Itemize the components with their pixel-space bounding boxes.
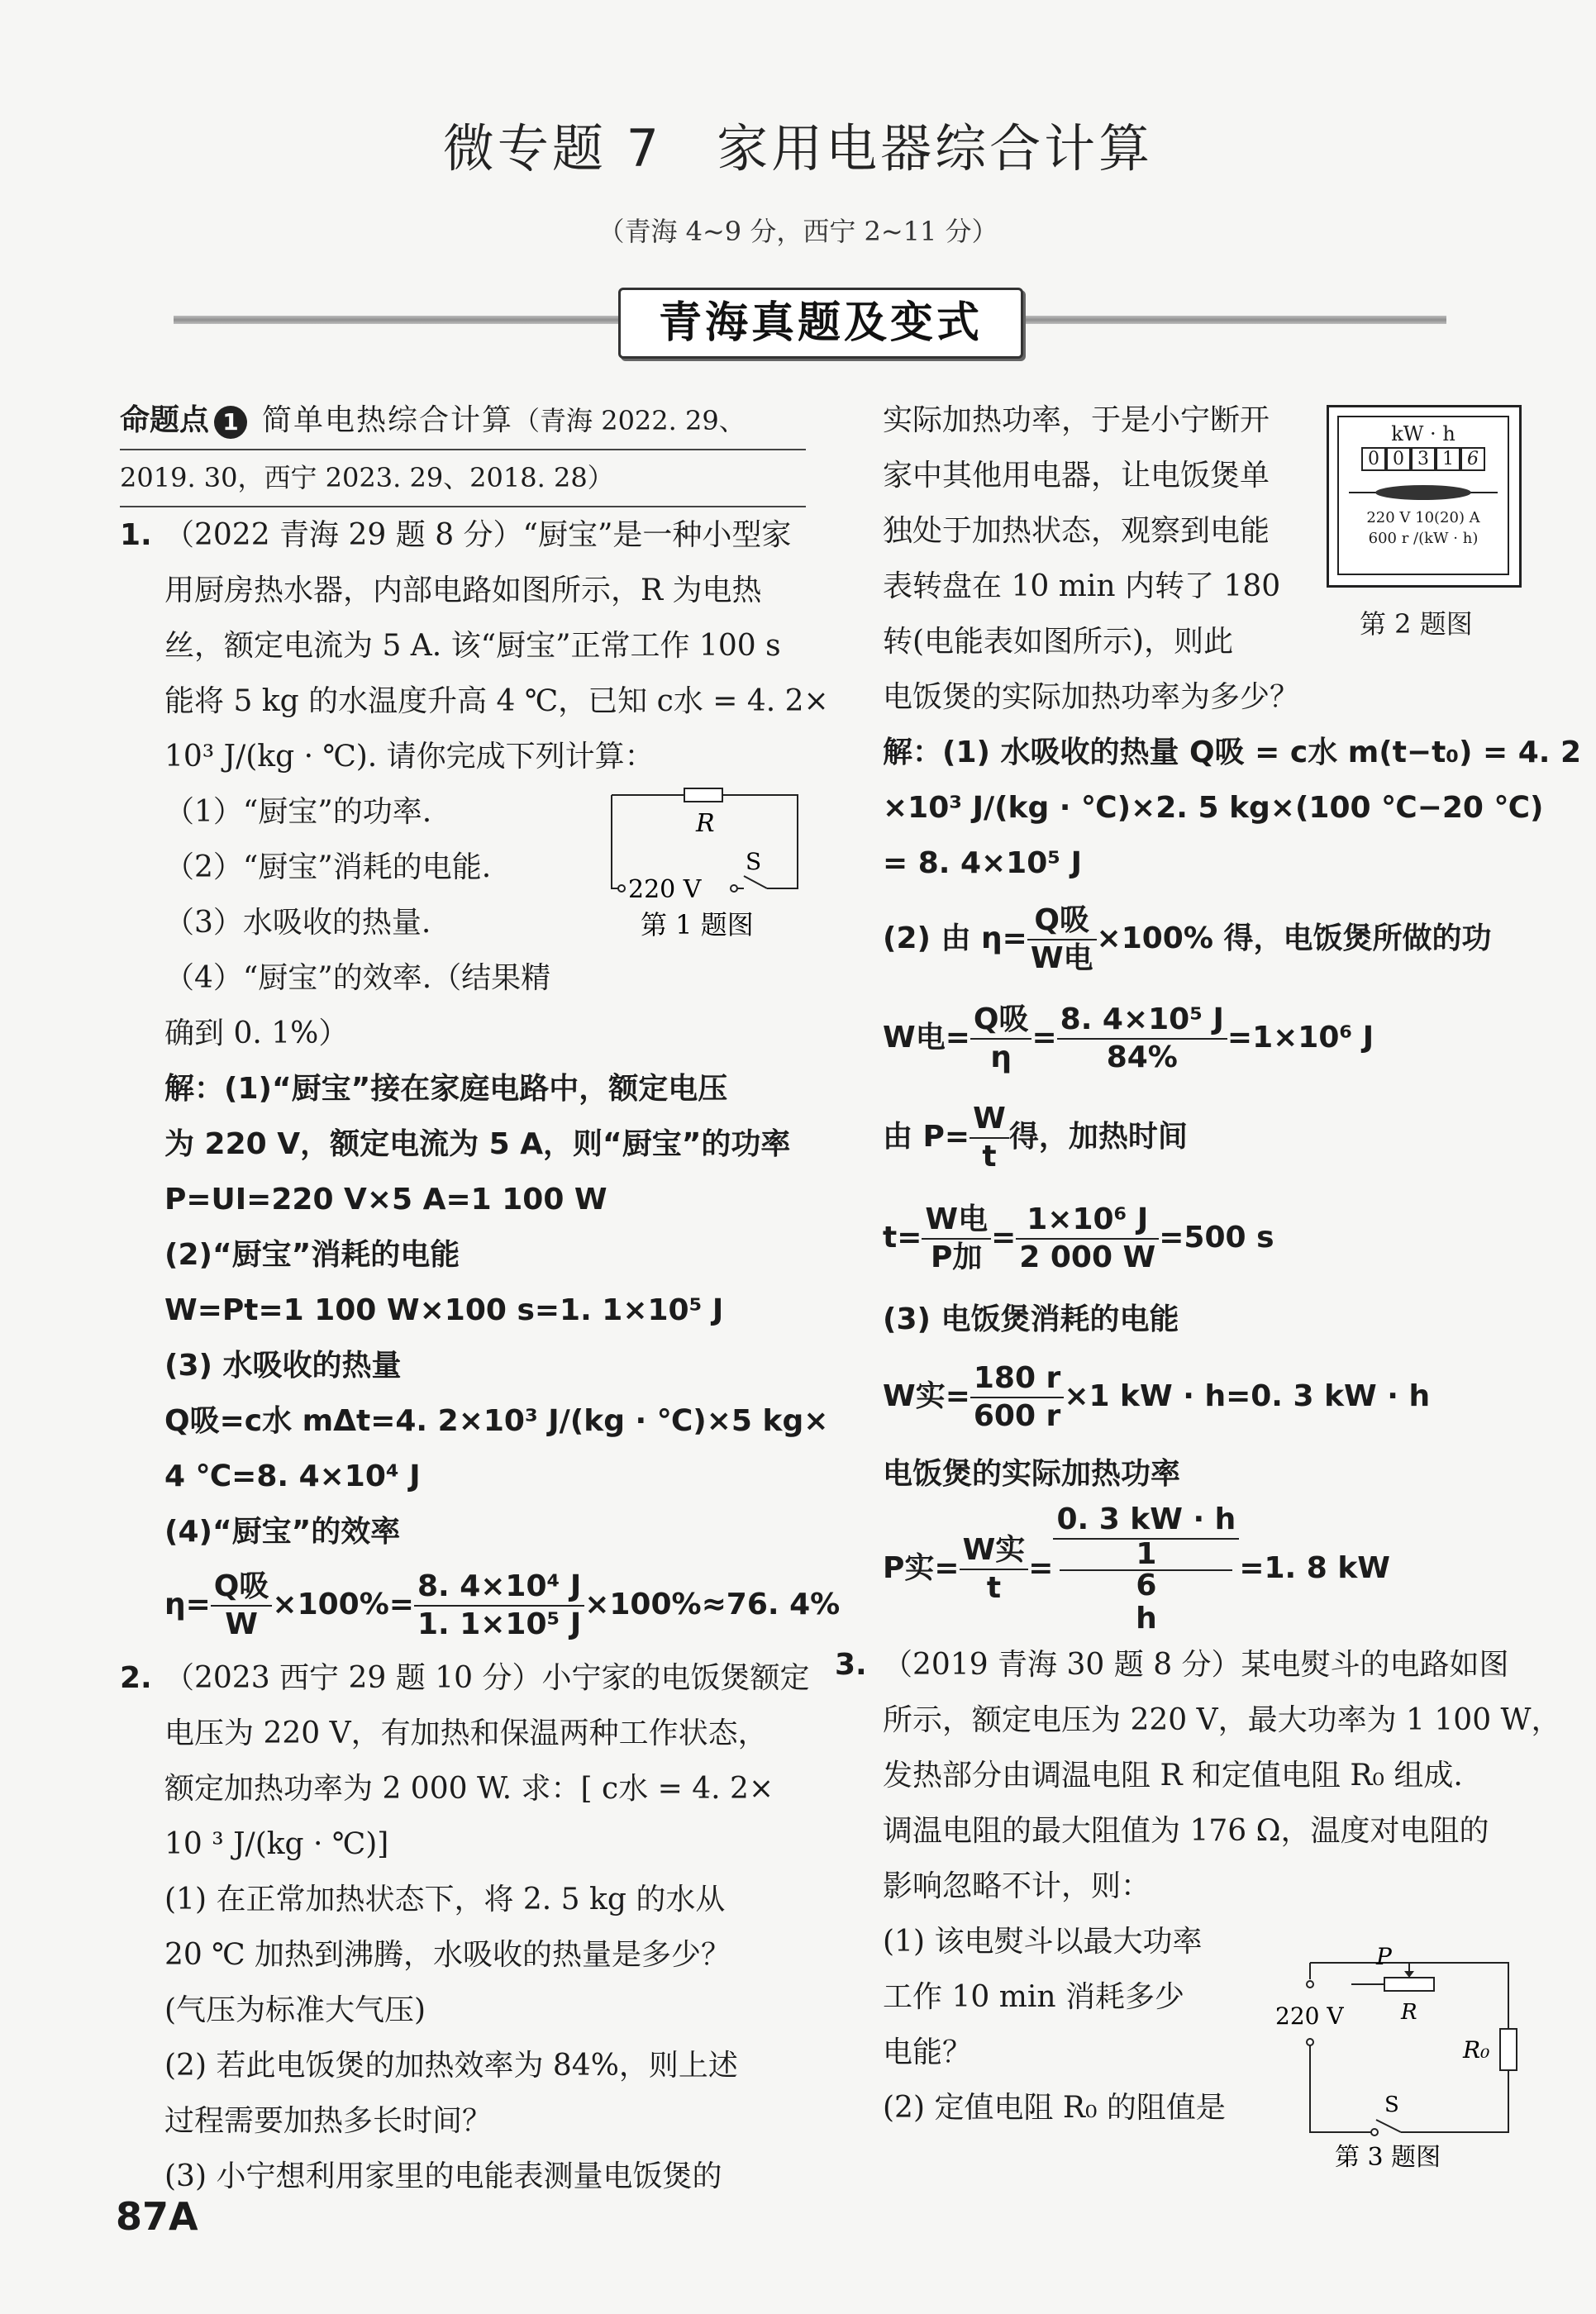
q1-answer: (3) 水吸收的热量 (164, 1349, 402, 1383)
q2-line: 家中其他用电器，让电饭煲单 (883, 459, 1270, 493)
frac-den: η (990, 1040, 1012, 1074)
frac-den: 84% (1106, 1040, 1178, 1074)
page-title: 微专题 7 家用电器综合计算 (442, 118, 1154, 179)
eq-part: (2) 由 η= (883, 921, 1027, 955)
page-subtitle: （青海 4~9 分，西宁 2~11 分） (598, 216, 998, 247)
resistor-r0 (1500, 2029, 1517, 2070)
fraction (970, 1101, 1009, 1175)
eq-part: ×1 kW · h=0. 3 kW · h (1064, 1379, 1431, 1413)
eq-part: =1×10⁶ J (1227, 1021, 1374, 1055)
fraction (211, 1569, 273, 1643)
frac-den: 2 000 W (1019, 1240, 1156, 1274)
eq-part: = (1028, 1551, 1054, 1585)
frac-num: W电 (922, 1202, 991, 1240)
topic-badge-icon: 1 (214, 406, 247, 439)
frac-num: 8. 4×10⁵ J (1057, 1002, 1227, 1040)
q3-line: 发热部分由调温电阻 R 和定值电阻 R₀ 组成. (883, 1759, 1463, 1793)
eq-part: η= (164, 1588, 211, 1621)
terminal (731, 885, 737, 892)
frac-den: W电 (1030, 941, 1093, 975)
q1-sub: （4）“厨宝”的效率.（结果精 (164, 961, 551, 995)
frac-num: Q吸 (970, 1002, 1032, 1040)
meter-unit: kW · h (1391, 422, 1455, 445)
frac-den (1053, 1537, 1239, 1637)
q2-eq-efficiency (883, 891, 1536, 986)
q1-sub: （3）水吸收的热量. (164, 906, 431, 940)
frac-num: W (970, 1101, 1009, 1139)
terminal (1307, 1981, 1313, 1988)
eq-part: ×100% 得，电饭煲所做的功 (1096, 921, 1492, 955)
meter-digits (1339, 447, 1508, 471)
eq-part: = (1031, 1021, 1057, 1055)
figure-1-circuit (595, 777, 810, 950)
q2-eq-energy (883, 1347, 1536, 1446)
frac-den: 600 r (973, 1399, 1061, 1433)
label-voltage: 220 V (628, 875, 702, 904)
frac-num: 180 r (970, 1360, 1064, 1398)
fraction (1016, 1202, 1159, 1276)
fraction (1027, 902, 1097, 977)
topic-heading (120, 393, 806, 450)
eq-part: h (1136, 1602, 1157, 1636)
label-voltage: 220 V (1275, 2002, 1344, 2030)
q2-number: 2. (120, 1661, 152, 1695)
left-column (120, 393, 841, 2204)
resistor-r (684, 788, 722, 802)
q2-eq-power (883, 1089, 1536, 1184)
meter-digit: 1 (1436, 447, 1460, 471)
meter-dial-icon (1341, 476, 1506, 509)
q3-line: 影响忽略不计，则： (883, 1869, 1151, 1903)
fraction (922, 1202, 991, 1276)
q1-sub: （1）“厨宝”的功率. (164, 795, 432, 829)
meter-digit: 0 (1361, 447, 1386, 471)
right-column (835, 393, 1582, 2135)
frac-num: 1 (1060, 1540, 1232, 1571)
q1-line: （2022 青海 29 题 8 分）“厨宝”是一种小型家 (164, 518, 792, 552)
q2-line: 实际加热功率，于是小宁断开 (883, 403, 1270, 437)
frac-den: W (225, 1607, 258, 1641)
frac-den: 6 (1136, 1569, 1157, 1602)
q1-number: 1. (120, 518, 152, 552)
terminal (618, 885, 625, 892)
question-1 (120, 507, 841, 1650)
frac-num: 0. 3 kW · h (1053, 1502, 1239, 1540)
page-number: 87A (116, 2194, 198, 2239)
frac-num: 8. 4×10⁴ J (414, 1569, 584, 1607)
q2-sub: (2) 若此电饭煲的加热效率为 84%，则上述 (164, 2049, 738, 2083)
q3-line: （2019 青海 30 题 8 分）某电熨斗的电路如图 (883, 1648, 1509, 1682)
q2-sub: (1) 在正常加热状态下，将 2. 5 kg 的水从 (164, 1883, 726, 1916)
q3-line: 调温电阻的最大阻值为 176 Ω，温度对电阻的 (883, 1814, 1489, 1848)
label-r: R (696, 809, 715, 838)
q2-answer: ×10³ J/(kg · ℃)×2. 5 kg×(100 ℃−20 ℃) (883, 791, 1544, 825)
q3-line: 所示，额定电压为 220 V，最大功率为 1 100 W， (883, 1703, 1561, 1737)
q1-line: 丝，额定电流为 5 A. 该“厨宝”正常工作 100 s (164, 629, 781, 663)
fraction (414, 1569, 584, 1643)
q1-sub: （2）“厨宝”消耗的电能. (164, 850, 492, 884)
q2-answer: = 8. 4×10⁵ J (883, 846, 1082, 880)
q1-answer: (4)“厨宝”的效率 (164, 1515, 401, 1549)
q2-sub: 过程需要加热多长时间？ (164, 2104, 493, 2138)
label-s: S (746, 848, 762, 875)
eq-part: ×100%≈76. 4% (584, 1588, 841, 1621)
label-s: S (1384, 2093, 1399, 2117)
q1-efficiency-equation (120, 1559, 841, 1650)
q1-answer: 为 220 V，额定电流为 5 A，则“厨宝”的功率 (164, 1127, 791, 1161)
q2-sub: (气压为标准大气压) (164, 1993, 426, 2027)
q3-sub: 工作 10 min 消耗多少 (883, 1980, 1184, 2014)
meter-digit: 3 (1411, 447, 1436, 471)
q2-sub: (3) 小宁想利用家里的电能表测量电饭煲的 (164, 2159, 722, 2193)
q1-line: 能将 5 kg 的水温度升高 4 ℃，已知 c水 = 4. 2× (164, 684, 829, 718)
frac-num: Q吸 (211, 1569, 273, 1607)
q2-line: 表转盘在 10 min 内转了 180 (883, 569, 1281, 603)
q3-sub: 电能？ (883, 2035, 973, 2069)
meter-digit: 6 (1460, 447, 1485, 471)
fraction (1056, 1537, 1236, 1602)
frac-den: t (986, 1571, 1002, 1605)
frac-den: P加 (931, 1240, 983, 1274)
figure-2-caption: 第 2 题图 (1360, 608, 1473, 640)
wire (1310, 2045, 1374, 2132)
frac-den: t (982, 1140, 997, 1174)
frac-num: Q吸 (1027, 902, 1097, 940)
wire (1401, 2070, 1508, 2132)
eq-part: =1. 8 kW (1239, 1551, 1390, 1585)
terminal (1371, 2129, 1378, 2135)
q3-sub: (1) 该电熨斗以最大功率 (883, 1925, 1203, 1959)
label-r: R (1401, 2000, 1417, 2025)
switch-s (744, 876, 767, 888)
meter-digit: 0 (1386, 447, 1411, 471)
q2-line: 电压为 220 V，有加热和保温两种工作状态， (164, 1716, 768, 1750)
topic-refs-2: 2019. 30，西宁 2023. 29、2018. 28） (120, 450, 806, 507)
q1-sub: 确到 0. 1%） (164, 1017, 349, 1050)
q1-answer: 解：(1)“厨宝”接在家庭电路中，额定电压 (164, 1072, 728, 1106)
q2-line: 电饭煲的实际加热功率为多少？ (883, 680, 1300, 714)
q1-answer: Q吸=c水 mΔt=4. 2×10³ J/(kg · ℃)×5 kg× (164, 1404, 829, 1438)
slider-arrow-icon (1404, 1971, 1414, 1978)
q2-eq-actual-power (883, 1502, 1536, 1637)
terminal (1307, 2039, 1313, 2045)
question-2 (120, 1650, 810, 2204)
fraction (960, 1532, 1029, 1607)
q2-line: 转(电能表如图所示)，则此 (883, 625, 1234, 659)
resistor-r (1384, 1978, 1434, 1991)
topic-refs-1: （青海 2022. 29、 (513, 405, 746, 436)
figure-3-caption: 第 3 题图 (1335, 2143, 1441, 2169)
q2-line: 独处于加热状态，观察到电能 (883, 514, 1270, 548)
eq-part: W电= (883, 1021, 970, 1055)
banner-rule-left (174, 316, 620, 324)
label-p: P (1376, 1946, 1392, 1970)
wire (612, 795, 618, 888)
q3-sub: (2) 定值电阻 R₀ 的阻值是 (883, 2091, 1226, 2125)
eq-part: ×100%= (272, 1588, 414, 1621)
frac-den: 1. 1×10⁵ J (417, 1607, 582, 1641)
figure-2-meter (1327, 405, 1522, 588)
eq-part: = (991, 1221, 1017, 1255)
q2-line: 10 ³ J/(kg · ℃)] (164, 1827, 389, 1861)
topic-label: 命题点 (120, 403, 210, 437)
q1-answer: W=Pt=1 100 W×100 s=1. 1×10⁵ J (164, 1293, 724, 1327)
section-banner: 青海真题及变式 (618, 288, 1023, 359)
q2-eq-work (883, 986, 1536, 1089)
banner-rule-right (1017, 316, 1446, 324)
eq-part: P实= (883, 1551, 960, 1585)
q2-answer: (3) 电饭煲消耗的电能 (883, 1302, 1179, 1336)
q2-line: （2023 西宁 29 题 10 分）小宁家的电饭煲额定 (164, 1661, 810, 1695)
eq-part: t= (883, 1221, 922, 1255)
eq-part: =500 s (1159, 1221, 1274, 1255)
q1-answer: 4 ℃=8. 4×10⁴ J (164, 1459, 421, 1493)
q2-answer: 电饭煲的实际加热功率 (883, 1457, 1181, 1491)
fraction (1053, 1502, 1239, 1637)
figure-3-circuit (1269, 1946, 1533, 2169)
fraction (1057, 1002, 1227, 1076)
q3-number: 3. (835, 1648, 867, 1682)
label-r0: R₀ (1463, 2036, 1490, 2064)
eq-part: W实= (883, 1379, 970, 1413)
eq-part: 由 P= (883, 1120, 970, 1154)
figure-1-caption: 第 1 题图 (641, 909, 754, 940)
q1-answer: (2)“厨宝”消耗的电能 (164, 1238, 460, 1272)
q2-line: 额定加热功率为 2 000 W. 求：[ c水 = 4. 2× (164, 1772, 774, 1806)
q2-eq-time (883, 1184, 1536, 1292)
q1-line: 用厨房热水器，内部电路如图所示，R 为电热 (164, 574, 762, 607)
q1-answer: P=UI=220 V×5 A=1 100 W (164, 1183, 607, 1217)
q2-sub: 20 ℃ 加热到沸腾，水吸收的热量是多少？ (164, 1938, 731, 1972)
meter-face (1337, 416, 1509, 575)
q2-answer: 解：(1) 水吸收的热量 Q吸 = c水 m(t−t₀) = 4. 2 (883, 736, 1582, 769)
meter-spec: 220 V 10(20) A (1366, 509, 1480, 526)
meter-spec: 600 r /(kW · h) (1368, 530, 1479, 547)
frac-num: W实 (960, 1532, 1029, 1570)
fraction (970, 1002, 1032, 1076)
frac-num: 1×10⁶ J (1016, 1202, 1159, 1240)
topic-name: 简单电热综合计算 (262, 403, 514, 437)
eq-part: 得，加热时间 (1008, 1120, 1188, 1154)
fraction (970, 1360, 1064, 1435)
q1-line: 10³ J/(kg · ℃). 请你完成下列计算： (164, 740, 655, 774)
switch-s (1376, 2120, 1401, 2132)
